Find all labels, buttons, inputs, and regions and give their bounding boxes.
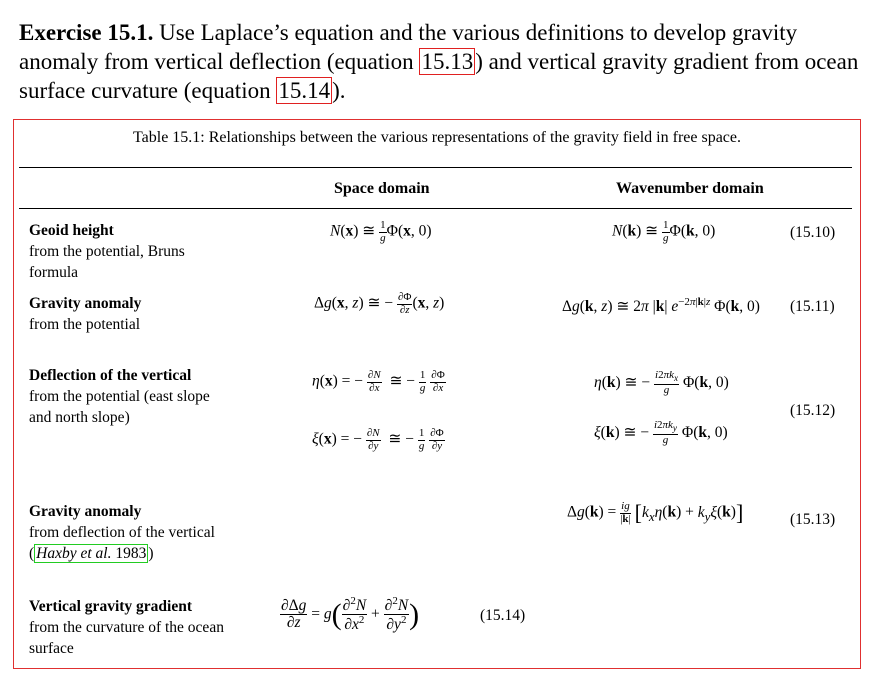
eq-gravity-from-deflection: Δg(k) = $\frac{ig}{|k|}$ $[k_x\eta(k) + k_y\xi(k)]$ [567, 499, 744, 525]
row-deflection-vertical [29, 365, 229, 428]
eq-geoid-space: N(x) ≅ $\frac{1}{g}$ Φ(x, 0) [330, 219, 432, 244]
equation-number: (15.10) [790, 224, 836, 241]
row-vertical-gravity-gradient [29, 596, 229, 659]
row-title: Deflection of the vertical [29, 367, 192, 384]
table-caption: Table 15.1: Relationships between the various representations of the gravity field in free space. [132, 129, 741, 146]
eq-xi-space: ξ(x) = − $\frac{\partial N}{\partial y}$ ≅ − $\frac{1}{g}$ $\frac{\partial\Phi}{\partial y}$ [312, 427, 444, 452]
eq-gravity-anomaly-wavenumber: Δg(k, z) ≅ 2π |k| $e^{-2\pi|k|z}$ Φ(k, 0) [562, 296, 760, 316]
header-wavenumber-domain: Wavenumber domain [616, 180, 764, 197]
header-rule [19, 208, 852, 209]
row-title: Gravity anomaly [29, 503, 142, 520]
equation-link-15-14[interactable]: 15.14 [278, 78, 331, 103]
eq-gravity-anomaly-space: Δg(x, z) ≅ − $\frac{\partial\Phi}{\partial z}$ (x, z) [314, 291, 445, 316]
row-description-end: ) [148, 545, 154, 562]
header-space-domain: Space domain [334, 180, 430, 197]
row-title: Gravity anomaly [29, 295, 142, 312]
equation-number: (15.12) [790, 402, 836, 419]
row-title: Vertical gravity gradient [29, 598, 192, 615]
citation-author: Haxby et al. [36, 545, 112, 562]
row-description: from deflection of the vertical ( [29, 524, 215, 562]
exercise-text-3: ). [332, 78, 346, 103]
row-description: from the potential, Bruns formula [29, 243, 185, 281]
eq-vertical-gradient: $\frac{\partial\Delta g}{\partial z}$ = g( $\frac{\partial^2N}{\partial x^2}$ + $\frac{\partial^2N}{\partial y^2}$ ) [281, 595, 420, 634]
eq-eta-wavenumber: η(k) ≅ − $\frac{i2\pi k_x}{g}$ Φ(k, 0) [594, 369, 729, 396]
eq-xi-wavenumber: ξ(k) ≅ − $\frac{i2\pi k_y}{g}$ Φ(k, 0) [594, 419, 728, 446]
row-description: from the potential [29, 316, 141, 333]
exercise-text-2: ) and vertical gravity gradient from ocean surface curvature (equation [19, 49, 859, 103]
row-gravity-anomaly-deflection [29, 501, 229, 564]
row-gravity-anomaly-potential [29, 293, 229, 335]
equation-number: (15.11) [790, 298, 835, 315]
equation-link-15-13[interactable]: 15.13 [421, 49, 474, 74]
exercise-text-1: Use Laplace’s equation and the various definitions to develop gravity anomaly from vertical deflection (equation [19, 20, 798, 74]
row-title: Geoid height [29, 222, 114, 239]
row-description: from the curvature of the ocean surface [29, 619, 224, 657]
exercise-label: Exercise 15.1. [19, 20, 154, 45]
top-rule [19, 167, 852, 168]
equation-number: (15.13) [790, 511, 836, 528]
citation-year: 1983 [115, 545, 147, 562]
table-frame [13, 119, 861, 669]
exercise-paragraph [19, 18, 859, 105]
eq-eta-space: η(x) = − $\frac{\partial N}{\partial x}$ ≅ − $\frac{1}{g}$ $\frac{\partial\Phi}{\partial x}$ [312, 369, 445, 394]
row-geoid-height [29, 220, 229, 283]
citation-link[interactable] [34, 544, 148, 563]
equation-number: (15.14) [480, 607, 526, 624]
eq-geoid-wavenumber: N(k) ≅ $\frac{1}{g}$ Φ(k, 0) [612, 219, 716, 244]
row-description: from the potential (east slope and north slope) [29, 388, 210, 426]
